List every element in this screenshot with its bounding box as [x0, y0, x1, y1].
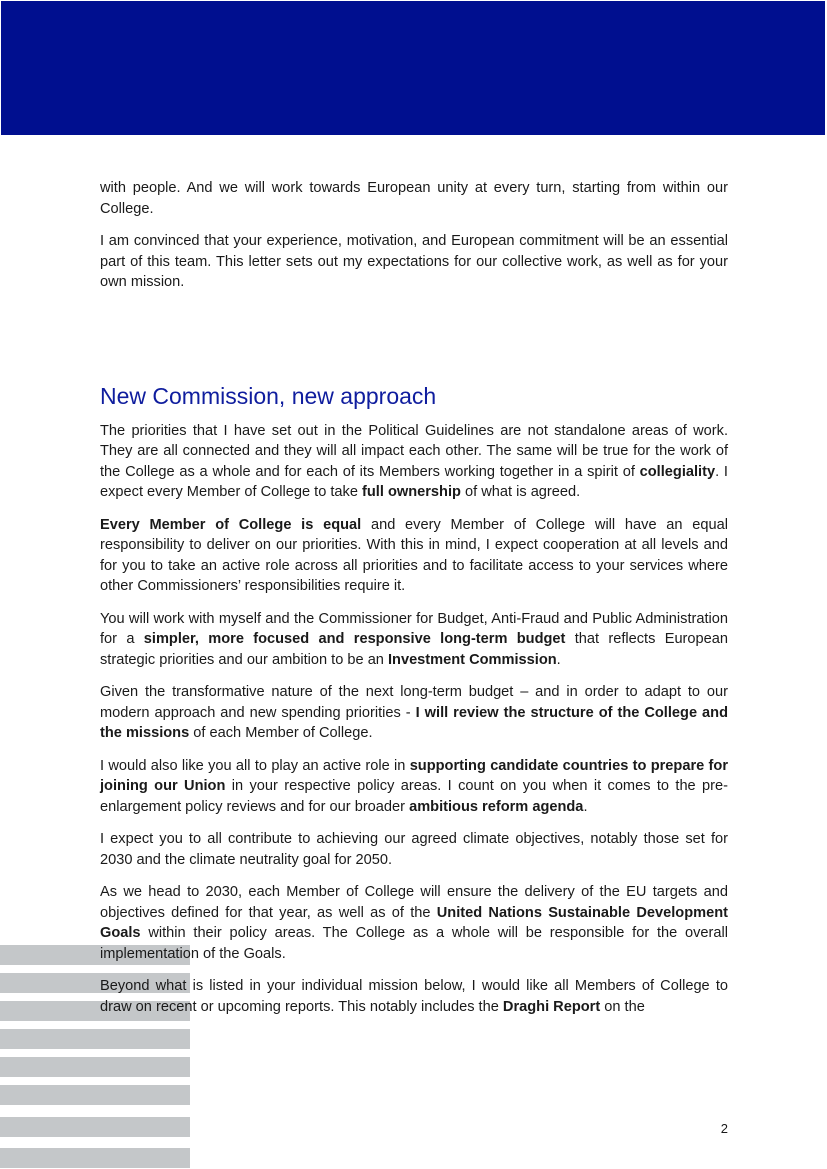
paragraph-climate	[100, 829, 728, 870]
bold-text: Every Member of College is equal	[100, 516, 362, 533]
bold-text: supporting candidate countries to prepare for joining our Union	[100, 757, 728, 794]
text: .	[583, 798, 588, 815]
text: I am convinced that your experience, motivation, and European commitment will be an essential part of this team. This letter sets out my expectations for our collective work, as well as for your own mission.	[100, 233, 728, 290]
stripe	[0, 1085, 190, 1105]
text: on the	[600, 998, 645, 1015]
text: . I expect every Member of College to take	[100, 463, 728, 500]
paragraph-sdg	[100, 882, 728, 964]
stripe	[0, 1117, 190, 1137]
header-band	[1, 1, 825, 135]
paragraph-reports	[100, 976, 728, 1017]
stripe	[0, 1148, 190, 1168]
intro-paragraph-1	[100, 178, 728, 219]
text: and every Member of College will have an equal responsibility to deliver on our priorities. With this in mind, I expect cooperation at all levels and for you to take an active role across all priorities and to facilitate access to your services where other Commissioners’ responsibilities require it.	[100, 516, 728, 594]
bold-text: United Nations Sustainable Development Goals	[100, 904, 728, 941]
text: The priorities that I have set out in the Political Guidelines are not standalone areas of work. They are all connected and they will all impact each other. The same will be true for the work of the College as a whole and for each of its Members working together in a spirit of	[100, 422, 728, 480]
text: within their policy areas. The College as a whole will be responsible for the overall implementation of the Goals.	[100, 925, 728, 962]
bold-text: Draghi Report	[502, 998, 601, 1015]
spacer	[100, 305, 728, 382]
text: I would also like you all to play an active role in	[100, 757, 410, 774]
text: I expect you to all contribute to achieving our agreed climate objectives, notably those set for 2030 and the climate neutrality goal for 2050.	[100, 831, 728, 868]
paragraph-candidate-countries	[100, 756, 728, 818]
bold-text: full ownership	[362, 484, 461, 500]
text: .	[556, 651, 561, 668]
paragraph-collegiality	[100, 421, 728, 503]
text: of what is agreed.	[460, 484, 581, 500]
stripe	[0, 1029, 190, 1049]
bold-text: I will review the structure of the College and the missions	[100, 704, 728, 741]
page-number: 2	[720, 1121, 728, 1136]
text: You will work with myself and the Commissioner for Budget, Anti-Fraud and Public Administration for a	[100, 610, 728, 647]
paragraph-equal-members	[100, 515, 728, 597]
bold-text: collegiality	[639, 463, 716, 480]
text: with people. And we will work towards European unity at every turn, starting from within our College.	[100, 180, 728, 217]
text: Beyond what is listed in your individual mission below, I would like all Members of College to draw on recent or upcoming reports. This notably includes the	[100, 978, 728, 1015]
text: Given the transformative nature of the next long-term budget – and in order to adapt to our modern approach and new spending priorities -	[100, 684, 728, 721]
paragraph-review-structure	[100, 682, 728, 744]
text: in your respective policy areas. I count on you when it comes to the pre-enlargement policy reviews and for our broader	[100, 778, 728, 815]
bold-text: simpler, more focused and responsive long-term budget	[143, 631, 566, 647]
stripe	[0, 1057, 190, 1077]
paragraph-budget	[100, 609, 728, 671]
bold-text: Investment Commission	[387, 651, 557, 668]
text: of each Member of College.	[189, 725, 373, 741]
intro-paragraph-2	[100, 231, 728, 293]
bold-text: ambitious reform agenda	[409, 798, 584, 815]
text: that reflects European strategic priorities and our ambition to be an	[100, 631, 728, 668]
text: As we head to 2030, each Member of College will ensure the delivery of the EU targets and objectives defined for that year, as well as of the	[100, 884, 728, 921]
section-heading: New Commission, new approach	[100, 382, 437, 409]
letter-body	[100, 178, 728, 1029]
